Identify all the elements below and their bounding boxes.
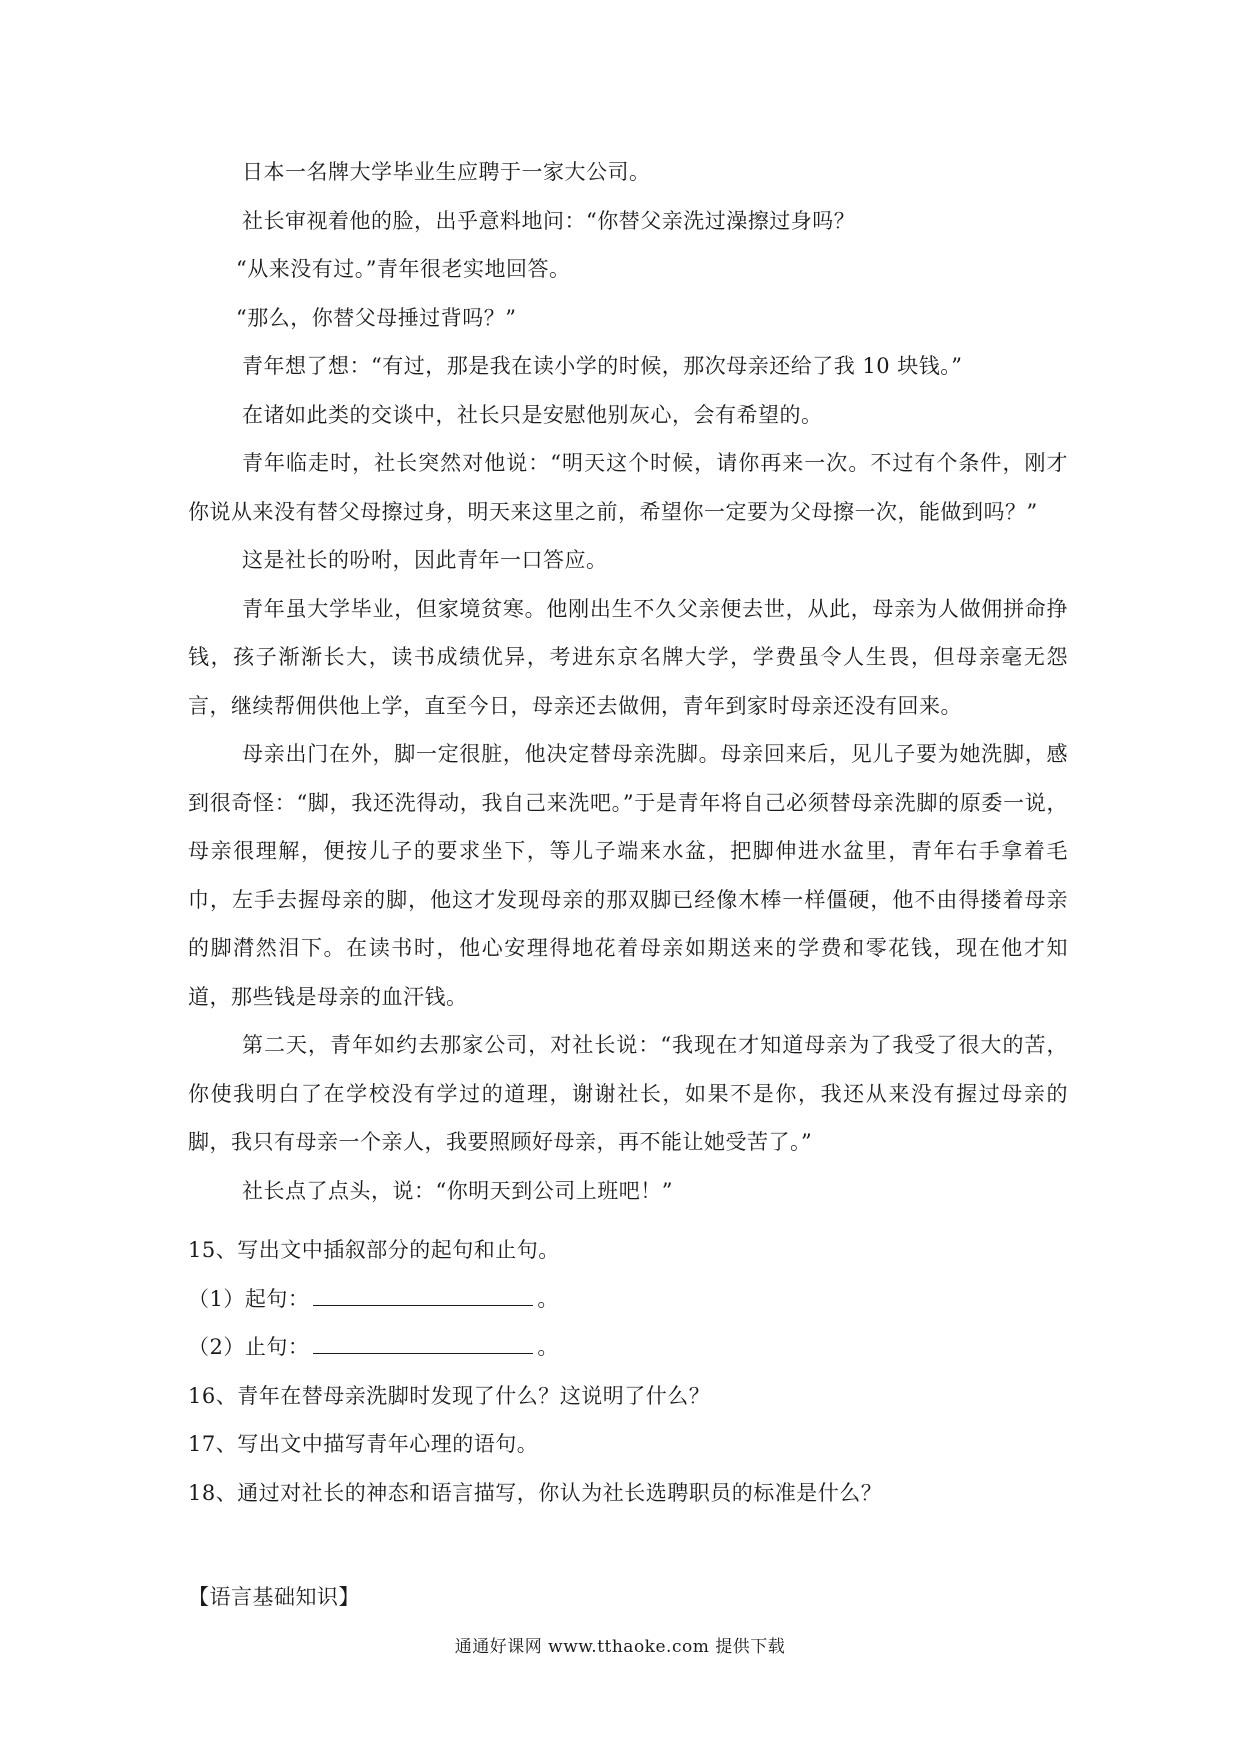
reading-passage [188, 148, 1068, 1215]
passage-paragraph: 青年想了想：“有过，那是我在读小学的时候，那次母亲还给了我 10 块钱。” [242, 354, 963, 378]
question-15-part-2-label: （2）止句： [188, 1335, 310, 1359]
passage-paragraph: 这是社长的吩咐，因此青年一口答应。 [242, 548, 608, 572]
question-18: 18、通过对社长的神态和语言描写，你认为社长选聘职员的标准是什么？ [188, 1480, 883, 1505]
question-15-part-1-label: （1）起句： [188, 1286, 310, 1311]
passage-paragraph: 母亲出门在外，脚一定很脏，他决定替母亲洗脚。母亲回来后，见儿子要为她洗脚，感到很奇怪：“脚，我还洗得动，我自己来洗吧。”于是青年将自己必须替母亲洗脚的原委一说，母亲很理解，便按儿子的要求坐下，等儿子端来水盆，把脚伸进水盆里，青年右手拿着毛巾，左手去握母亲的脚，他这才发现母亲的那双脚已经像木棒一样僵硬，他不由得搂着母亲的脚潸然泪下。在读书时，他心安理得地花着母亲如期送来的学费和零花钱，现在他才知道，那些钱是母亲的血汗钱。 [188, 742, 1068, 1009]
passage-paragraph: 青年虽大学毕业，但家境贫寒。他刚出生不久父亲便去世，从此，母亲为人做佣拼命挣钱，孩子渐渐长大，读书成绩优异，考进东京名牌大学，学费虽令人生畏，但母亲毫无怨言，继续帮佣供他上学，直至今日，母亲还去做佣，青年到家时母亲还没有回来。 [188, 596, 1068, 718]
sentence-end-mark: 。 [537, 1286, 559, 1311]
question-16: 16、青年在替母亲洗脚时发现了什么？这说明了什么？ [188, 1383, 711, 1408]
answer-blank-start-sentence[interactable] [313, 1283, 533, 1306]
question-list [188, 1226, 1068, 1517]
passage-paragraph: 社长审视着他的脸，出乎意料地问：“你替父亲洗过澡擦过身吗？ [242, 208, 856, 233]
question-17: 17、写出文中描写青年心理的语句。 [188, 1432, 539, 1456]
question-15-part-2 [188, 1323, 1068, 1372]
answer-blank-end-sentence[interactable] [313, 1331, 533, 1354]
passage-paragraph: 第二天，青年如约去那家公司，对社长说：“我现在才知道母亲为了我受了很大的苦，你使我明白了在学校没有学过的道理，谢谢社长，如果不是你，我还从来没有握过母亲的脚，我只有母亲一个亲人，我要照顾好母亲，再不能让她受苦了。” [188, 1033, 1068, 1154]
question-15-part-1 [188, 1275, 1068, 1324]
page-footer: 通通好课网 www.tthaoke.com 提供下载 [454, 1637, 786, 1657]
passage-paragraph: “那么，你替父母捶过背吗？” [236, 305, 517, 330]
section-heading: 【语言基础知识】 [188, 1585, 360, 1609]
passage-paragraph: 社长点了点头，说：“你明天到公司上班吧！” [242, 1178, 673, 1203]
passage-paragraph: 青年临走时，社长突然对他说：“明天这个时候，请你再来一次。不过有个条件，刚才你说从来没有替父母擦过身，明天来这里之前，希望你一定要为父母擦一次，能做到吗？” [188, 451, 1068, 524]
passage-paragraph: 日本一名牌大学毕业生应聘于一家大公司。 [242, 160, 651, 184]
question-15: 15、写出文中插叙部分的起句和止句。 [188, 1238, 560, 1262]
passage-paragraph: 在诸如此类的交谈中，社长只是安慰他别灰心，会有希望的。 [242, 402, 823, 427]
sentence-end-mark: 。 [537, 1335, 559, 1359]
passage-paragraph: “从来没有过。”青年很老实地回答。 [236, 257, 571, 281]
